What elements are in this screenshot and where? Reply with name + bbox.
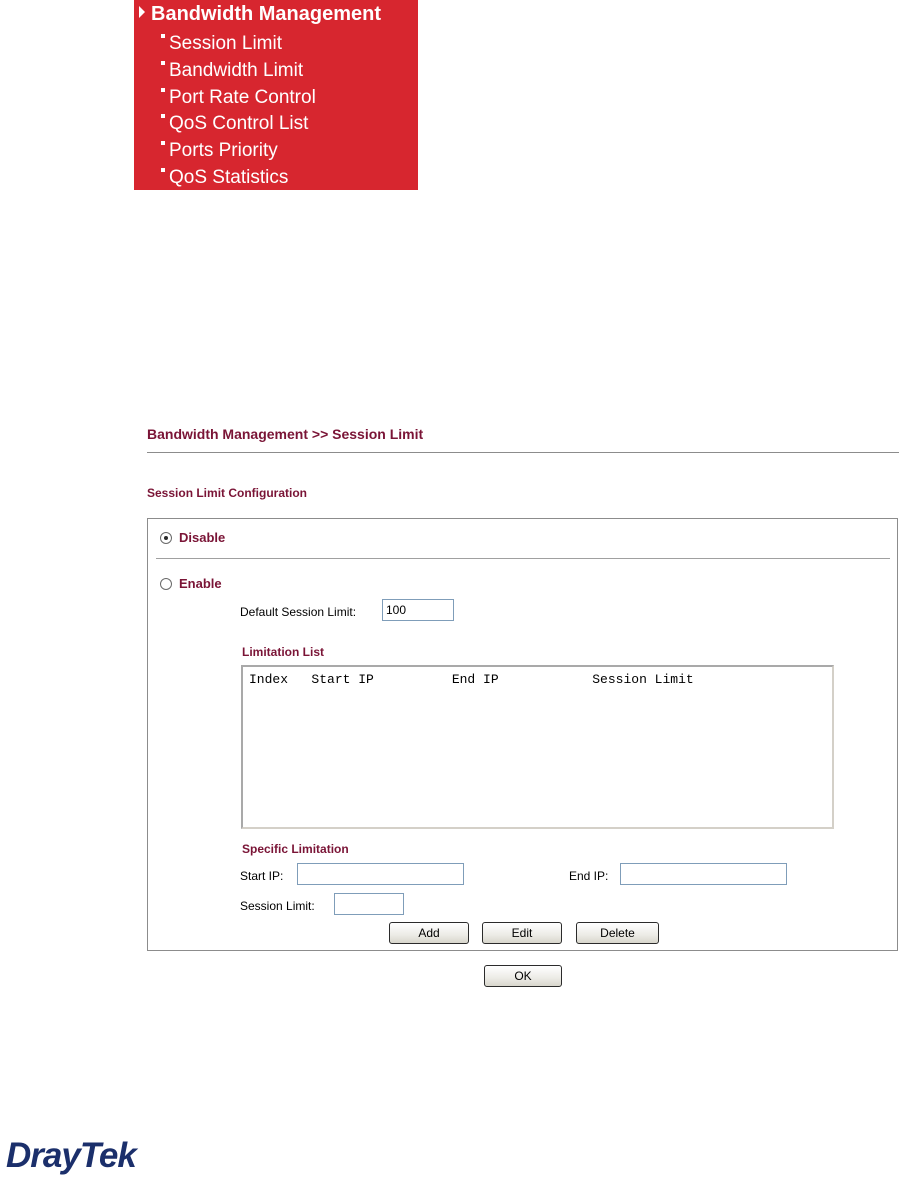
default-session-limit-input[interactable] [382,599,454,621]
menu-item-label: Ports Priority [169,140,278,162]
menu-item-label: Port Rate Control [169,86,316,108]
start-ip-input[interactable] [297,863,464,885]
title-divider [147,452,899,453]
menu-item-label: Bandwidth Limit [169,59,304,81]
session-limit-input[interactable] [334,893,404,915]
edit-button[interactable]: Edit [482,922,562,944]
page-title: Bandwidth Management >> Session Limit [147,426,424,442]
menu-item-label: QoS Control List [169,113,309,135]
menu-item-ports-priority[interactable] [161,138,316,165]
menu-item-qos-control-list[interactable] [161,111,316,138]
bullet-icon [161,61,165,65]
menu-item-bandwidth-limit[interactable] [161,58,316,85]
end-ip-label: End IP: [569,869,609,883]
start-ip-label: Start IP: [240,869,284,883]
menu-title[interactable] [139,3,381,26]
option-divider [156,558,890,559]
default-session-limit-label: Default Session Limit: [240,605,357,619]
session-limit-config-panel [147,518,898,951]
section-title: Session Limit Configuration [147,486,308,500]
disable-label: Disable [179,530,226,545]
disable-radio[interactable] [160,532,172,544]
specific-limitation-title: Specific Limitation [242,842,349,856]
limitation-list-header: Index Start IP End IP Session Limit [249,672,694,687]
delete-button[interactable]: Delete [576,922,659,944]
session-limit-label: Session Limit: [240,899,315,913]
menu-item-qos-statistics[interactable] [161,165,316,192]
disable-option[interactable] [160,530,225,545]
menu-title-label: Bandwidth Management [151,3,382,25]
end-ip-input[interactable] [620,863,787,885]
menu-items [161,31,316,192]
enable-radio[interactable] [160,578,172,590]
bullet-icon [161,168,165,172]
radio-selected-dot [164,536,168,540]
enable-label: Enable [179,576,222,591]
draytek-logo: DrayTek [6,1136,136,1175]
menu-item-label: Session Limit [169,33,282,54]
add-button[interactable]: Add [389,922,469,944]
limitation-list-box[interactable] [241,665,834,829]
bullet-icon [161,88,165,92]
limitation-list-title: Limitation List [242,645,324,659]
caret-right-icon [139,6,145,18]
ok-button[interactable]: OK [484,965,562,987]
bullet-icon [161,114,165,118]
bandwidth-management-menu [134,0,418,190]
menu-item-port-rate-control[interactable] [161,85,316,112]
bullet-icon [161,34,165,38]
bullet-icon [161,141,165,145]
menu-item-label: QoS Statistics [169,166,289,188]
enable-option[interactable] [160,576,222,591]
menu-item-session-limit[interactable] [161,31,316,58]
